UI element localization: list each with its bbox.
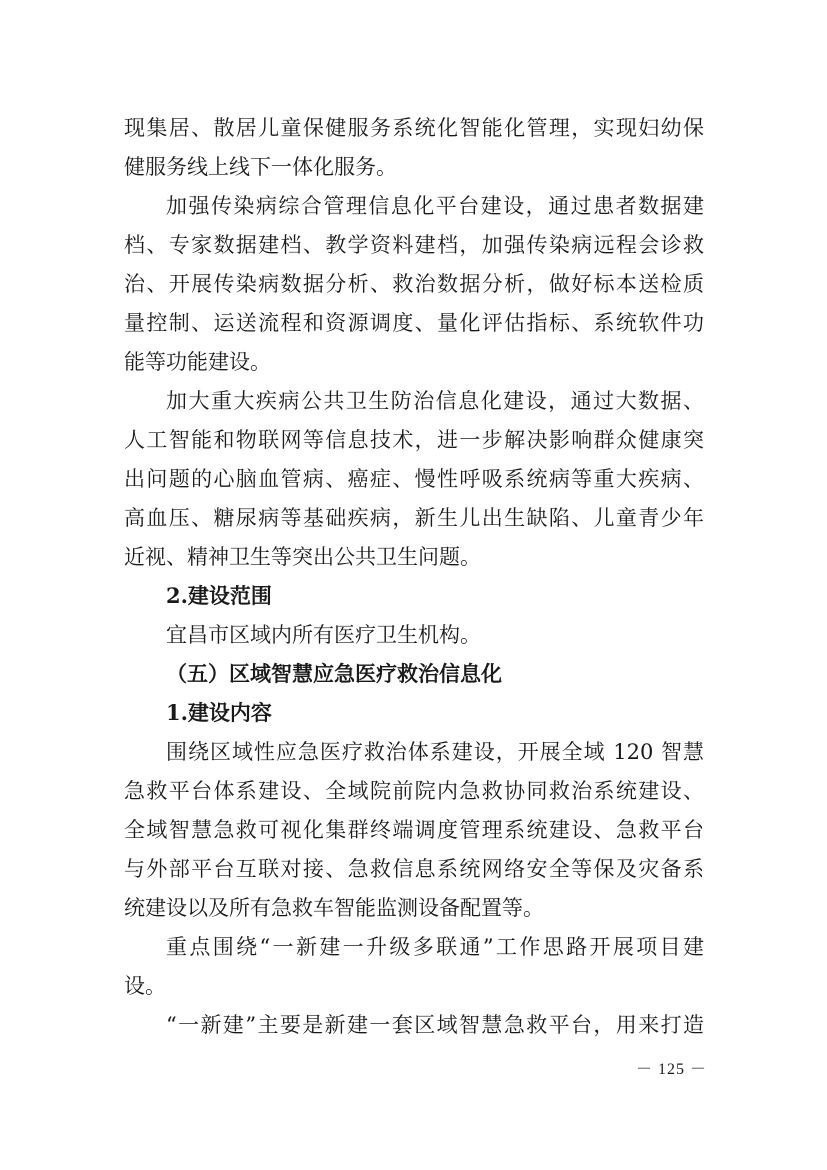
paragraph-first-line: 重点围绕“一新建一升级多联通”工作思路开展项目建	[166, 935, 704, 959]
paragraph-first-line: 宜昌市区域内所有医疗卫生机构。	[166, 623, 481, 647]
paragraph-first-line: 加强传染病综合管理信息化平台建设，通过患者数据建	[166, 194, 704, 218]
body-text-line: 与外部平台互联对接、急救信息系统网络安全等保及灾备系	[124, 857, 704, 881]
paragraph-first-line: 围绕区域性应急医疗救治体系建设，开展全域 120 智慧	[166, 740, 704, 764]
body-text-line: 现集居、散居儿童保健服务系统化智能化管理，实现妇幼保	[124, 116, 704, 140]
body-text-line: 设。	[124, 974, 166, 998]
body-text-line: 急救平台体系建设、全域院前院内急救协同救治系统建设、	[124, 779, 704, 803]
body-text-line: 量控制、运送流程和资源调度、量化评估指标、系统软件功	[124, 311, 704, 335]
body-text-line: 近视、精神卫生等突出公共卫生问题。	[124, 545, 481, 569]
body-text-line: 出问题的心脑血管病、癌症、慢性呼吸系统病等重大疾病、	[124, 467, 704, 491]
chapter-heading: （五）区域智慧应急医疗救治信息化	[166, 661, 502, 686]
paragraph-first-line: “一新建”主要是新建一套区域智慧急救平台，用来打造	[166, 1013, 704, 1037]
page-number: － 125 －	[636, 1061, 708, 1078]
body-text-line: 治、开展传染病数据分析、救治数据分析，做好标本送检质	[124, 272, 704, 296]
body-text-line: 全域智慧急救可视化集群终端调度管理系统建设、急救平台	[124, 818, 704, 842]
section-heading: 1.建设内容	[166, 700, 272, 725]
section-heading: 2.建设范围	[166, 583, 272, 608]
body-text-line: 能等功能建设。	[124, 350, 271, 374]
body-text-line: 档、专家数据建档、教学资料建档，加强传染病远程会诊救	[124, 233, 704, 257]
body-text-line: 健服务线上线下一体化服务。	[124, 155, 397, 179]
body-text-line: 高血压、糖尿病等基础疾病，新生儿出生缺陷、儿童青少年	[124, 506, 704, 530]
body-text-line: 人工智能和物联网等信息技术，进一步解决影响群众健康突	[124, 428, 704, 452]
body-text-line: 统建设以及所有急救车智能监测设备配置等。	[124, 896, 544, 920]
paragraph-first-line: 加大重大疾病公共卫生防治信息化建设，通过大数据、	[166, 389, 704, 413]
